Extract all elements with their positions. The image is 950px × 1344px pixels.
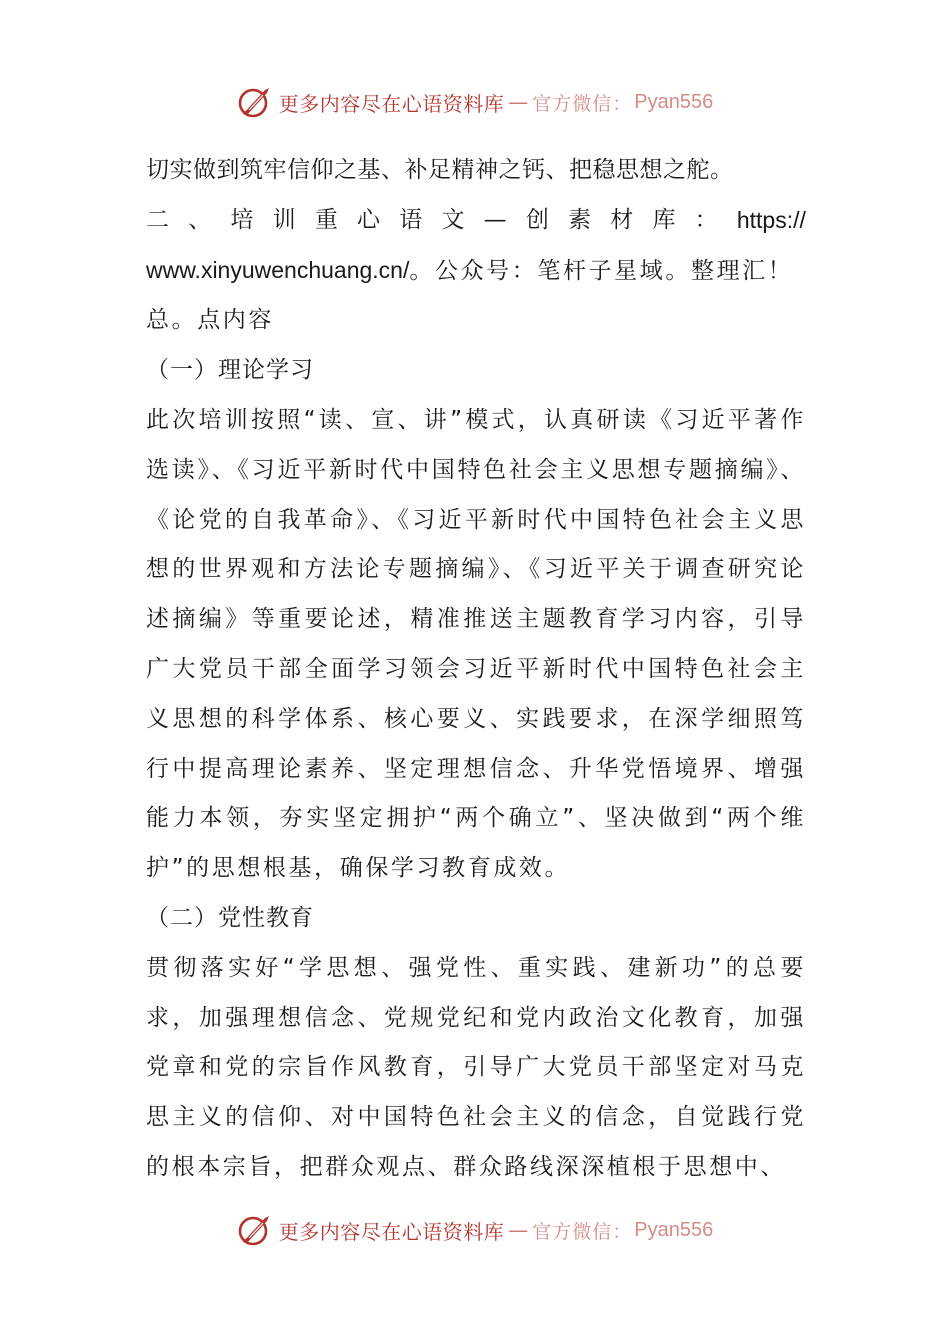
section-heading-spread: [146, 196, 806, 246]
banner-separator: —: [508, 90, 529, 114]
heading-char: 培: [230, 206, 254, 233]
quill-pen-logo-icon: [237, 1212, 273, 1248]
heading-line-3: 总。点内容: [146, 307, 274, 334]
heading-char: —: [483, 206, 507, 233]
website-url: www.xinyuwenchuang.cn/: [146, 256, 410, 283]
heading-char: 重: [314, 206, 338, 233]
document-body: [146, 146, 806, 1193]
banner-text: 更多内容尽在心语资料库: [278, 91, 505, 116]
paragraph-line: 切实做到筑牢信仰之基、补足精神之钙、把稳思想之舵。: [146, 157, 734, 183]
heading-char: 文: [441, 206, 465, 233]
heading-char: ：: [694, 206, 718, 233]
subheading-theory-study: （一）理论学习: [146, 357, 314, 384]
footer-watermark-banner: [0, 1208, 950, 1252]
heading-char: 创: [525, 206, 549, 233]
heading-url-line-rest: 。公众号：笔杆子星域。整理汇！: [409, 257, 794, 284]
heading-char: 心: [357, 206, 381, 233]
banner-wechat-id: Pyan556: [634, 1218, 714, 1241]
heading-char: 库: [652, 206, 676, 233]
heading-char: 二: [146, 206, 169, 233]
heading-char: 、: [188, 206, 212, 233]
banner-wechat-id: Pyan556: [634, 90, 714, 113]
banner-wechat-label: 官方微信：: [532, 92, 633, 115]
subheading-party-education: （二）党性教育: [146, 904, 314, 931]
heading-url-line: [146, 246, 806, 297]
paragraph-theory-study: 此次培训按照“读、宣、讲”模式，认真研读《习近平著作选读》、《习近平新时代中国特色社会主义思想专题摘编》、《论党的自我革命》、《习近平新时代中国特色社会主义思想的世界观和方法论专题摘编》、《习近平关于调查研究论述摘编》等重要论述，精准推送主题教育学习内容，引导广大党员干部全面学习领会习近平新时代中国特色社会主义思想的科学体系、核心要义、实践要求，在深学细照笃行中提高理论素养、坚定理想信念、升华党悟境界、增强能力本领，夯实坚定拥护“两个确立”、坚决做到“两个维护”的思想根基，确保学习教育成效。: [146, 406, 806, 882]
heading-char: 训: [272, 206, 296, 233]
heading-url-prefix: https://: [736, 206, 806, 233]
heading-char: 材: [610, 206, 634, 233]
heading-char: 素: [568, 206, 592, 233]
heading-char: 语: [399, 206, 423, 233]
quill-pen-logo-icon: [237, 84, 273, 120]
banner-separator: —: [508, 1218, 529, 1242]
banner-text: 更多内容尽在心语资料库: [278, 1219, 505, 1244]
paragraph-party-education: 贯彻落实好“学思想、强党性、重实践、建新功”的总要求，加强理想信念、党规党纪和党内政治文化教育，加强党章和党的宗旨作风教育，引导广大党员干部坚定对马克思主义的信仰、对中国特色社会主义的信念，自觉践行党的根本宗旨，把群众观点、群众路线深深植根于思想中、: [146, 954, 806, 1180]
banner-wechat-label: 官方微信：: [532, 1220, 633, 1243]
header-watermark-banner: [0, 80, 950, 124]
